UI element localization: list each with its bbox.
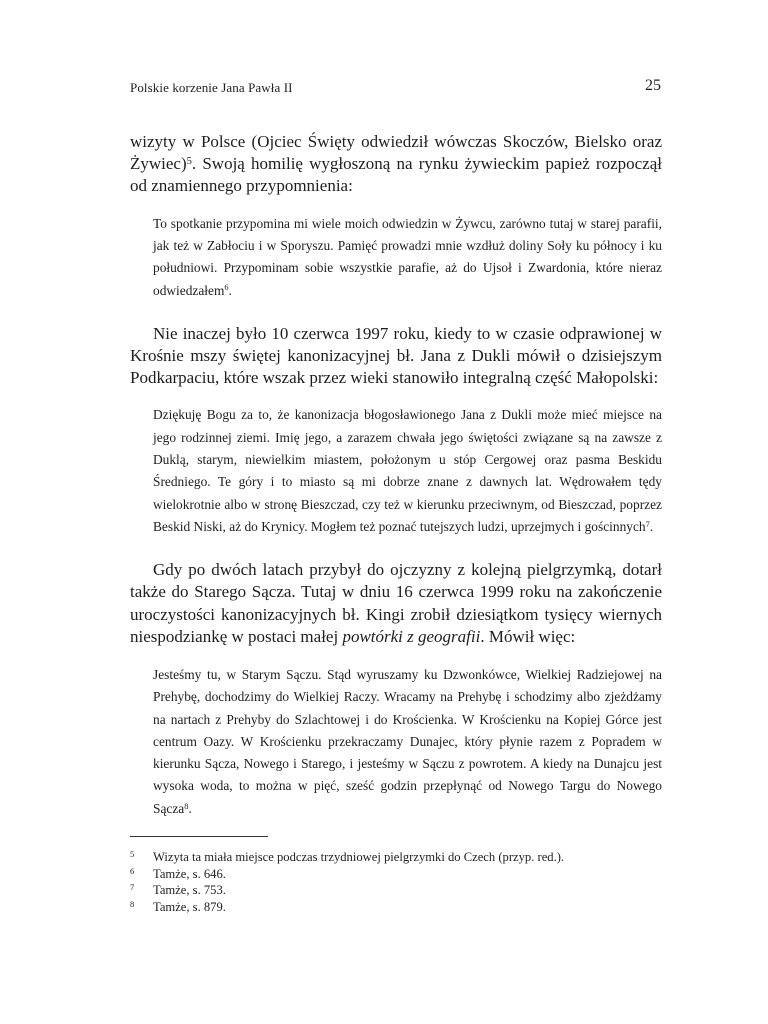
- footnote-text: Wizyta ta miała miejsce podczas trzydniowej pielgrzymki do Czech (przyp. red.).: [153, 850, 565, 864]
- paragraph-3: Gdy po dwóch latach przybył do ojczyzny z kolejną pielgrzymką, dotarł także do Starego Sącza. Tutaj w dniu 16 czerwca 1999 roku na zakończenie uroczystości kanonizacyjnych bł. Kingi zrobił dziesiątkom tysięcy wiernych niespodziankę w postaci małej powtórki z geografii. Mówił więc:: [130, 560, 662, 646]
- page-number: 25: [645, 77, 661, 94]
- footnote-number: 8: [130, 898, 135, 909]
- main-text: [130, 131, 662, 820]
- emphasis: powtórki z geografii: [342, 626, 481, 646]
- footnote-number: 6: [130, 865, 135, 876]
- block-quote-2: Dziękuję Bogu za to, że kanonizacja błogosławionego Jana z Dukli może mieć miejsce na jego rodzinnej ziemi. Imię jego, a zarazem chwała jego świętości związane są na zawsze z Duklą, starym, niewielkim miastem, położonym u stóp Cergowej oraz pasma Beskidu Średniego. Te góry i to miasto są mi dobrze znane z dawnych lat. Wędrowałem tędy wielokrotnie albo w stronę Bieszczad, czy też w kierunku przeciwnym, od Bieszczad, poprzez Beskid Niski, aż do Krynicy. Mogłem też poznać tutejszych ludzi, uprzejmych i gościnnych$^7$.: [153, 407, 662, 534]
- running-title: Polskie korzenie Jana Pawła II: [130, 80, 293, 95]
- footnote-number: 7: [130, 882, 135, 893]
- block-quote-1: To spotkanie przypomina mi wiele moich odwiedzin w Żywcu, zarówno tutaj w starej parafii, jak też w Zabłociu i w Sporyszu. Pamięć prowadzi mnie wzdłuż doliny Soły ku północy i ku południowi. Przypominam sobie wszystkie parafie, aż do Ujsoł i Zwardonia, które nieraz odwiedzałem$^6$.: [153, 215, 662, 298]
- footnote-5: [130, 849, 662, 866]
- footnote-text: Tamże, s. 646.: [153, 866, 226, 881]
- footnote-number: 5: [130, 849, 135, 859]
- footnote-ref-6: 6: [224, 283, 229, 293]
- footnote-ref-5: 5: [186, 155, 192, 167]
- block-quote-3: Jesteśmy tu, w Starym Sączu. Stąd wyruszamy ku Dzwonkówce, Wielkiej Radziejowej na Prehybę, dochodzimy do Wielkiej Raczy. Wracamy na Prehybę i schodzimy albo zjeżdżamy na nartach z Prehyby do Szlachtowej i do Krościenka. W Krościenku na Kopiej Górce jest centrum Oazy. W Krościenku przekraczamy Dunajec, który płynie razem z Popradem w kierunku Sącza, Nowego i Starego, i jesteśmy w Sączu z powrotem. A kiedy na Dunajcu jest wysoka woda, to można w pięć, sześć godzin przepłynąć od Nowego Targu do Nowego Sącza$^8$.: [153, 667, 662, 816]
- paragraph-2: Nie inaczej było 10 czerwca 1997 roku, kiedy to w czasie odprawionej w Krośnie mszy świętej kanonizacyjnej bł. Jana z Dukli mówił o dzisiejszym Podkarpaciu, które wszak przez wieki stanowiło integralną część Małopolski:: [130, 323, 662, 388]
- paragraph-1: wizyty w Polsce (Ojciec Święty odwiedził wówczas Skoczów, Bielsko oraz Żywiec)$^5$. Swoją homilię wygłoszoną na rynku żywieckim papież rozpoczął od znamiennego przypomnienia:: [130, 132, 662, 196]
- footnote-8: [130, 899, 662, 916]
- running-head: [130, 77, 662, 100]
- footnote-separator: [130, 836, 268, 837]
- footnote-ref-8: 8: [184, 801, 189, 811]
- footnote-text: Tamże, s. 879.: [153, 899, 226, 914]
- footnote-6: [130, 866, 662, 883]
- footnote-text: Tamże, s. 753.: [153, 883, 226, 898]
- footnote-7: [130, 882, 662, 899]
- footnote-ref-7: 7: [645, 519, 650, 529]
- footnotes: [130, 849, 662, 915]
